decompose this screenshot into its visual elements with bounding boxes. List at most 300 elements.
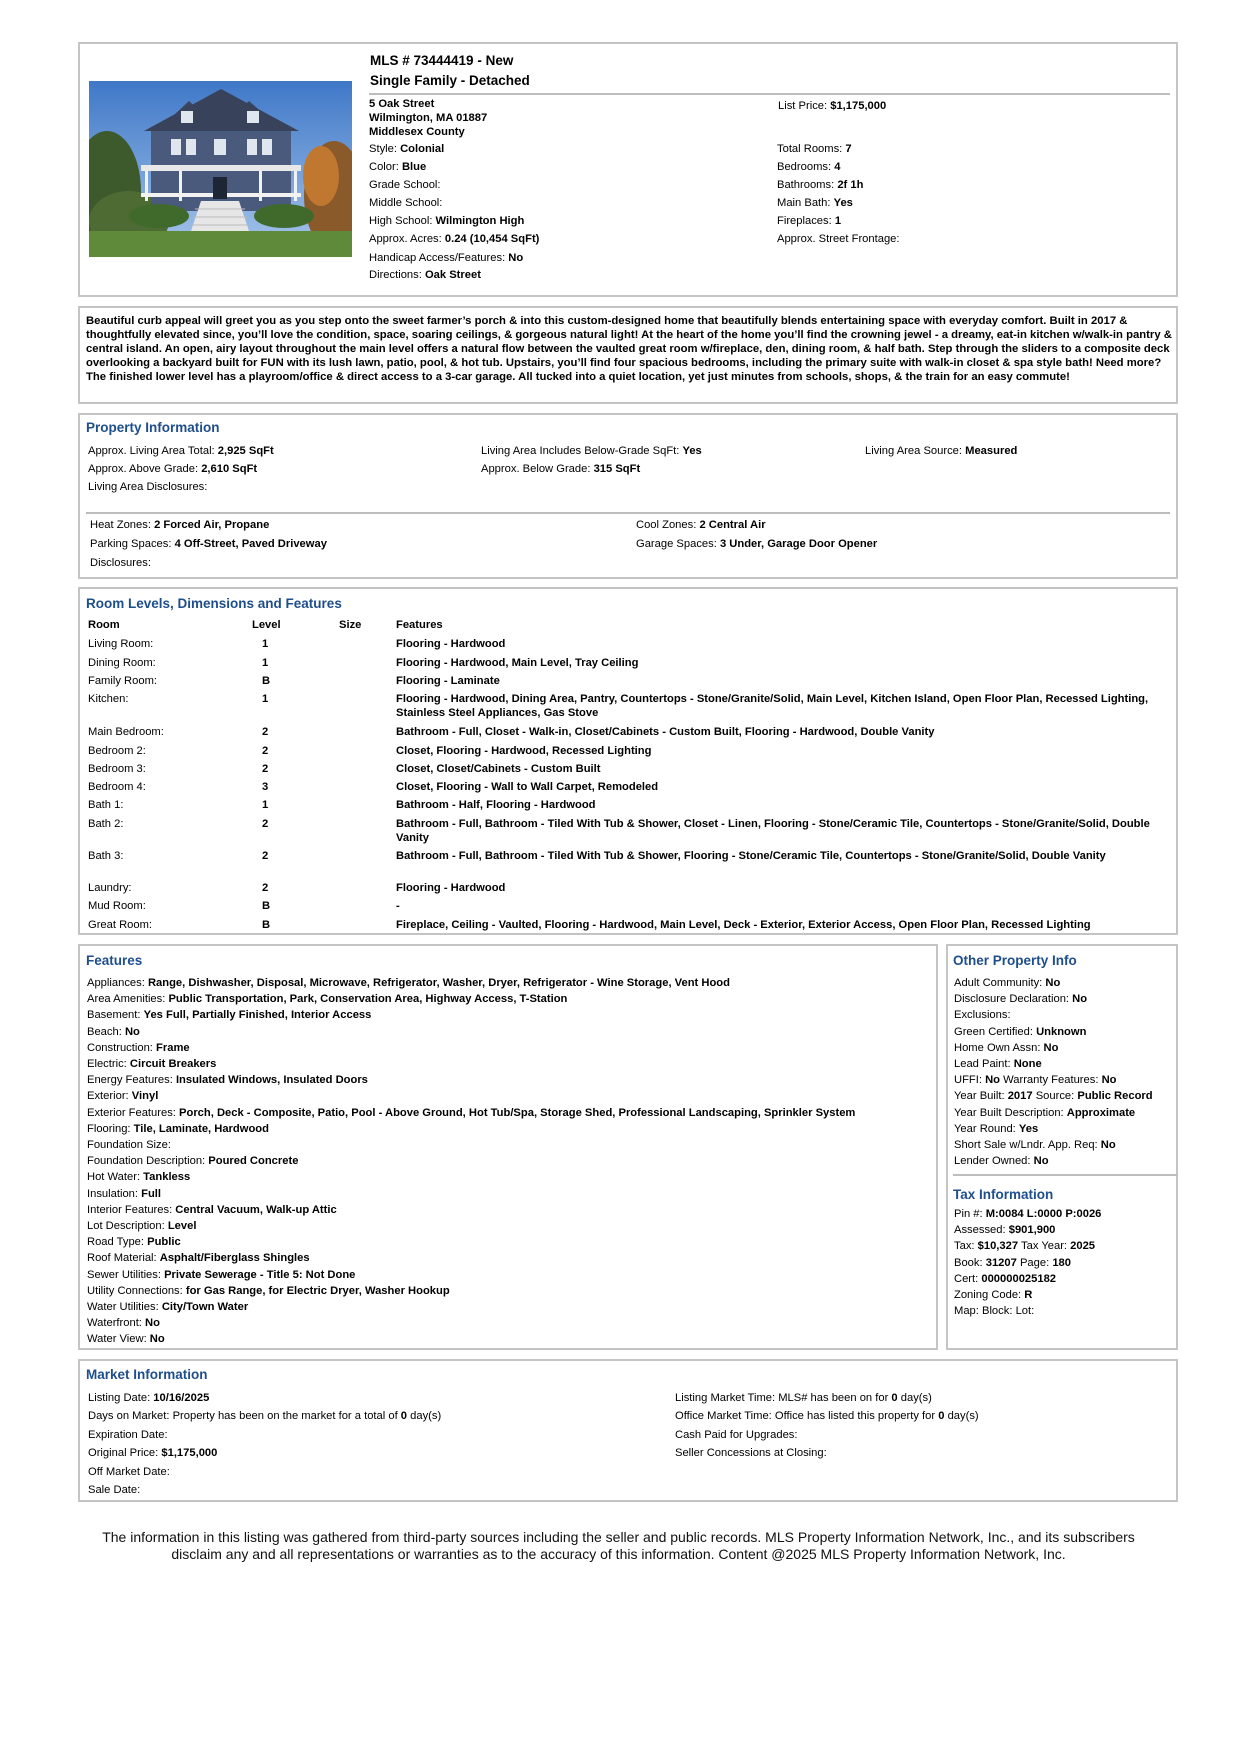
field-label: Foundation Size: bbox=[87, 1139, 171, 1151]
field-value: Measured bbox=[965, 445, 1018, 457]
feature-field bbox=[87, 1235, 181, 1249]
feature-field bbox=[87, 992, 567, 1006]
field-label: Year Built: bbox=[954, 1090, 1005, 1103]
field-label: Tax: bbox=[954, 1240, 975, 1253]
field-value: Colonial bbox=[400, 143, 445, 155]
field-label: Hot Water: bbox=[87, 1171, 141, 1184]
field-label: Exterior: bbox=[87, 1090, 129, 1103]
field-label: Water View: bbox=[87, 1333, 147, 1346]
property-field bbox=[90, 518, 269, 532]
market-field bbox=[675, 1428, 798, 1442]
field-label: Adult Community: bbox=[954, 977, 1043, 989]
property-field bbox=[636, 537, 877, 551]
header-field bbox=[777, 196, 853, 210]
field-label: Waterfront: bbox=[87, 1317, 142, 1330]
field-label: Home Own Assn: bbox=[954, 1041, 1041, 1054]
field-value: Insulated Windows, Insulated Doors bbox=[175, 1074, 368, 1087]
feature-field bbox=[87, 1170, 190, 1184]
field-label: Utility Connections: bbox=[87, 1284, 183, 1297]
property-field bbox=[88, 480, 207, 494]
features-title: Features bbox=[86, 953, 143, 968]
field-label: Exterior Features: bbox=[87, 1106, 176, 1119]
other-info-field bbox=[954, 1154, 1049, 1168]
room-features: Closet, Flooring - Wall to Wall Carpet, Remodeled bbox=[396, 781, 659, 793]
field-value: No bbox=[145, 1317, 160, 1330]
field-label: Disclosures: bbox=[90, 557, 151, 569]
room-features: Closet, Flooring - Hardwood, Recessed Lighting bbox=[396, 745, 652, 757]
other-info-field bbox=[954, 976, 1060, 990]
field-value: R bbox=[1024, 1289, 1033, 1301]
field-value: $901,900 bbox=[1008, 1224, 1056, 1237]
room-name: Great Room: bbox=[88, 919, 153, 931]
field-value: 7 bbox=[845, 143, 852, 155]
tax-divider bbox=[953, 1174, 1178, 1176]
field-label: Foundation Description: bbox=[87, 1155, 206, 1168]
room-level: B bbox=[262, 675, 271, 687]
room-name: Bath 1: bbox=[88, 799, 124, 811]
room-level: 2 bbox=[262, 882, 269, 894]
mls-number: MLS # 73444419 - New bbox=[370, 53, 514, 68]
address-county: Middlesex County bbox=[369, 126, 465, 138]
property-info-title: Property Information bbox=[86, 420, 220, 435]
feature-field bbox=[87, 1332, 165, 1346]
field-label: Beach: bbox=[87, 1025, 122, 1038]
field-value: $10,327 bbox=[977, 1240, 1019, 1253]
field-value: None bbox=[1013, 1058, 1042, 1070]
tax-info-title: Tax Information bbox=[953, 1187, 1054, 1202]
tax-field bbox=[954, 1239, 1095, 1253]
room-features: Bathroom - Full, Bathroom - Tiled With Tub & Shower, Closet - Linen, Flooring - Stone/Ceramic Tile, Countertops - Stone/Granite/Solid, Double Vanity bbox=[396, 818, 1150, 844]
list-price-value: $1,175,000 bbox=[830, 100, 887, 112]
room-level: 1 bbox=[262, 638, 269, 650]
header-field bbox=[369, 232, 539, 246]
room-features: Bathroom - Full, Bathroom - Tiled With Tub & Shower, Flooring - Stone/Ceramic Tile, Countertops - Stone/Granite/Solid, Double Vanity bbox=[396, 850, 1106, 862]
field-value: No bbox=[149, 1333, 165, 1346]
room-level: 2 bbox=[262, 745, 269, 757]
level-header: Level bbox=[252, 619, 281, 631]
field-value: No bbox=[1045, 977, 1061, 989]
property-field bbox=[88, 444, 274, 458]
room-level: 1 bbox=[262, 693, 269, 705]
room-level: 2 bbox=[262, 763, 269, 775]
field-label: Seller Concessions at Closing: bbox=[675, 1447, 827, 1460]
field-label: Zoning Code: bbox=[954, 1289, 1022, 1301]
feature-field bbox=[87, 976, 730, 990]
other-info-field bbox=[954, 1008, 1011, 1022]
field-label: Warranty Features: bbox=[1003, 1074, 1099, 1087]
room-name: Bath 3: bbox=[88, 850, 124, 862]
field-label: Green Certified: bbox=[954, 1025, 1033, 1038]
field-label: Garage Spaces: bbox=[636, 538, 717, 550]
market-info-box bbox=[78, 1359, 1178, 1502]
property-info-divider bbox=[86, 512, 1170, 514]
room-level: 1 bbox=[262, 799, 269, 811]
feature-field bbox=[87, 1187, 161, 1201]
market-field bbox=[88, 1428, 168, 1442]
field-label: Style: bbox=[369, 143, 397, 155]
field-label: Lot Description: bbox=[87, 1220, 165, 1232]
tax-field bbox=[954, 1288, 1032, 1302]
room-features: Flooring - Hardwood, Main Level, Tray Ceiling bbox=[396, 657, 639, 669]
feature-field bbox=[87, 1154, 298, 1168]
field-label: Appliances: bbox=[87, 977, 145, 989]
field-value: No bbox=[1100, 1139, 1116, 1151]
field-value: 0 bbox=[938, 1410, 945, 1423]
field-value: 2017 bbox=[1007, 1090, 1033, 1103]
field-label: Block: bbox=[981, 1305, 1013, 1318]
field-value: Range, Dishwasher, Disposal, Microwave, Refrigerator, Washer, Dryer, Refrigerator - Wine Storage, Vent Hood bbox=[147, 977, 730, 989]
field-prefix: Office has listed this property for bbox=[774, 1410, 936, 1423]
feature-field bbox=[87, 1300, 248, 1314]
field-value: No bbox=[985, 1074, 1000, 1087]
field-value: Blue bbox=[401, 161, 427, 173]
property-field bbox=[865, 444, 1017, 458]
property-field bbox=[636, 518, 766, 532]
feature-field bbox=[87, 1057, 216, 1071]
market-field bbox=[88, 1409, 441, 1423]
room-features: Closet, Closet/Cabinets - Custom Built bbox=[396, 763, 601, 775]
field-value: Full bbox=[141, 1187, 161, 1200]
market-field bbox=[675, 1409, 979, 1423]
property-field bbox=[90, 556, 151, 570]
address-city: Wilmington, MA 01887 bbox=[369, 112, 488, 124]
field-value: No bbox=[1033, 1155, 1049, 1168]
field-value: Frame bbox=[156, 1041, 190, 1054]
market-field bbox=[675, 1446, 827, 1460]
field-value: Approximate bbox=[1066, 1106, 1136, 1119]
field-label: Interior Features: bbox=[87, 1203, 173, 1216]
field-label: Cash Paid for Upgrades: bbox=[675, 1428, 798, 1441]
field-prefix: Property has been on the market for a total of bbox=[172, 1410, 398, 1423]
feature-field bbox=[87, 1106, 855, 1120]
field-label: Fireplaces: bbox=[777, 215, 832, 227]
field-value: 0 bbox=[400, 1410, 408, 1423]
field-label: Area Amenities: bbox=[87, 993, 166, 1006]
rooms-title: Room Levels, Dimensions and Features bbox=[86, 596, 342, 611]
field-label: Approx. Below Grade: bbox=[481, 463, 591, 475]
property-field bbox=[481, 462, 640, 476]
room-features: Fireplace, Ceiling - Vaulted, Flooring - Hardwood, Main Level, Deck - Exterior, Exterior Access, Open Floor Plan, Recessed Lighting bbox=[396, 919, 1091, 931]
field-value: for Gas Range, for Electric Dryer, Washer Hookup bbox=[185, 1284, 450, 1297]
field-value: Central Vacuum, Walk-up Attic bbox=[175, 1203, 337, 1216]
room-features: - bbox=[396, 900, 400, 912]
room-level: 2 bbox=[262, 850, 269, 862]
field-value: $1,175,000 bbox=[161, 1447, 218, 1460]
list-price-label: List Price: bbox=[778, 100, 828, 112]
field-label: UFFI: bbox=[954, 1074, 982, 1087]
room-name: Bedroom 4: bbox=[88, 781, 146, 793]
property-info-box bbox=[78, 413, 1178, 579]
other-info-field bbox=[954, 1089, 1153, 1103]
field-value: 0 bbox=[891, 1392, 898, 1404]
tax-field bbox=[954, 1223, 1055, 1237]
feature-field bbox=[87, 1251, 310, 1265]
field-label: Main Bath: bbox=[777, 197, 831, 209]
field-label: Approx. Above Grade: bbox=[88, 463, 199, 475]
room-features: Flooring - Hardwood bbox=[396, 638, 506, 650]
field-label: Parking Spaces: bbox=[90, 538, 172, 550]
feature-field bbox=[87, 1122, 269, 1136]
market-field bbox=[675, 1391, 932, 1405]
room-name: Bedroom 2: bbox=[88, 745, 146, 757]
field-label: Map: bbox=[954, 1305, 979, 1318]
room-header: Room bbox=[88, 619, 120, 631]
field-label: Off Market Date: bbox=[88, 1465, 170, 1478]
room-name: Mud Room: bbox=[88, 900, 146, 912]
field-label: Sale Date: bbox=[88, 1484, 141, 1496]
header-field bbox=[777, 214, 841, 228]
field-label: Directions: bbox=[369, 269, 422, 281]
house-photo bbox=[89, 81, 352, 257]
field-value: Tankless bbox=[143, 1171, 191, 1184]
field-value: 2,610 SqFt bbox=[201, 463, 258, 475]
field-value: 2 Central Air bbox=[699, 519, 766, 531]
header-field bbox=[369, 178, 441, 192]
room-name: Bedroom 3: bbox=[88, 763, 146, 775]
field-label: Middle School: bbox=[369, 197, 443, 209]
tax-field bbox=[954, 1207, 1101, 1221]
market-field bbox=[88, 1446, 217, 1460]
field-suffix: day(s) bbox=[947, 1410, 979, 1423]
room-name: Main Bedroom: bbox=[88, 726, 164, 738]
property-field bbox=[88, 462, 257, 476]
field-label: Bathrooms: bbox=[777, 179, 835, 191]
field-value: Public Record bbox=[1077, 1090, 1153, 1103]
field-label: Source: bbox=[1035, 1090, 1075, 1103]
field-value: Private Sewerage - Title 5: Not Done bbox=[164, 1268, 356, 1281]
field-label: High School: bbox=[369, 215, 433, 227]
field-label: Basement: bbox=[87, 1009, 141, 1022]
field-value: Public bbox=[147, 1236, 181, 1249]
disclaimer-line-1: The information in this listing was gathered from third-party sources including the seller and public records. MLS Property Information Network, Inc., and its subscribers bbox=[102, 1529, 1135, 1545]
list-price bbox=[778, 99, 886, 113]
feature-field bbox=[87, 1089, 158, 1103]
feature-field bbox=[87, 1316, 160, 1330]
features-header: Features bbox=[396, 619, 443, 631]
room-name: Family Room: bbox=[88, 675, 157, 687]
field-label: Lender Owned: bbox=[954, 1155, 1031, 1168]
field-label: Approx. Acres: bbox=[369, 233, 442, 245]
field-value: Yes bbox=[682, 445, 702, 457]
feature-field bbox=[87, 1025, 140, 1039]
field-value: 0.24 (10,454 SqFt) bbox=[444, 233, 540, 245]
market-field bbox=[88, 1483, 140, 1497]
field-suffix: day(s) bbox=[410, 1410, 442, 1423]
field-value: No bbox=[1043, 1041, 1059, 1054]
field-value: 4 bbox=[834, 161, 841, 173]
property-type: Single Family - Detached bbox=[370, 73, 530, 88]
field-value: 1 bbox=[834, 215, 842, 227]
field-label: Listing Date: bbox=[88, 1392, 151, 1404]
feature-field bbox=[87, 1073, 368, 1087]
field-value: Porch, Deck - Composite, Patio, Pool - Above Ground, Hot Tub/Spa, Storage Shed, Professional Landscaping, Sprinkler System bbox=[179, 1106, 856, 1119]
field-label: Living Area Source: bbox=[865, 445, 963, 457]
field-value: Yes bbox=[833, 197, 853, 209]
field-label: Total Rooms: bbox=[777, 143, 843, 155]
field-value: Wilmington High bbox=[435, 215, 525, 227]
other-info-field bbox=[954, 1073, 1116, 1087]
field-label: Original Price: bbox=[88, 1447, 159, 1460]
field-value: Public Transportation, Park, Conservation Area, Highway Access, T-Station bbox=[168, 993, 568, 1006]
header-field bbox=[369, 214, 524, 228]
header-field bbox=[369, 196, 442, 210]
field-label: Road Type: bbox=[87, 1236, 145, 1249]
field-value: No bbox=[1072, 993, 1088, 1006]
field-label: Bedrooms: bbox=[777, 161, 832, 173]
field-value: 180 bbox=[1052, 1256, 1071, 1269]
feature-field bbox=[87, 1041, 190, 1055]
field-value: Asphalt/Fiberglass Shingles bbox=[159, 1252, 310, 1265]
field-value: 2 Forced Air, Propane bbox=[154, 519, 270, 531]
field-value: No bbox=[124, 1025, 140, 1038]
header-field bbox=[777, 232, 900, 246]
room-level: B bbox=[262, 900, 271, 912]
room-level: 2 bbox=[262, 726, 269, 738]
field-value: 2f 1h bbox=[837, 179, 864, 191]
other-info-field bbox=[954, 1106, 1135, 1120]
field-label: Heat Zones: bbox=[90, 519, 151, 531]
field-label: Approx. Street Frontage: bbox=[777, 233, 900, 245]
field-value: 4 Off-Street, Paved Driveway bbox=[174, 538, 327, 550]
field-label: Handicap Access/Features: bbox=[369, 252, 506, 264]
address-street: 5 Oak Street bbox=[369, 98, 435, 110]
field-value: 31207 bbox=[985, 1256, 1017, 1269]
public-remarks: Beautiful curb appeal will greet you as you step onto the sweet farmer’s porch & into this custom-designed home that beautifully blends entertaining space with everyday comfort. Built in 2017 & thoughtfully elevated since, you’ll love the condition, space, soaring ceilings, & gorgeous natural light! At the heart of the home you’ll find the crowning jewel - a dreamy, eat-in kitchen w/walk-in pantry & central island. An open, airy layout throughout the main level offers a natural flow between the vaulted great room w/fireplace, den, dining room, & half bath. Step through the sliders to a composite deck overlooking a backyard built for FUN with its lush lawn, patio, pool, & hot tub. Upstairs, you’ll find four spacious bedrooms, including the primary suite with walk-in closet & spa style bath! Need more? The finished lower level has a playroom/office & direct access to a 3-car garage. All tucked into a quiet location, yet just minutes from schools, shops, & the train for an easy commute! bbox=[86, 315, 1172, 383]
tax-field bbox=[954, 1256, 1071, 1270]
field-label: Lead Paint: bbox=[954, 1058, 1011, 1070]
field-value: Unknown bbox=[1036, 1025, 1087, 1038]
feature-field bbox=[87, 1008, 371, 1022]
header-field bbox=[369, 268, 481, 282]
field-value: Yes bbox=[1018, 1122, 1039, 1135]
field-prefix: MLS# has been on for bbox=[778, 1392, 889, 1404]
field-label: Short Sale w/Lndr. App. Req: bbox=[954, 1139, 1098, 1151]
field-label: Approx. Living Area Total: bbox=[88, 445, 215, 457]
field-value: Poured Concrete bbox=[208, 1155, 299, 1168]
other-info-field bbox=[954, 1122, 1038, 1136]
field-value: Circuit Breakers bbox=[129, 1058, 217, 1070]
other-info-field bbox=[954, 1041, 1058, 1055]
room-level: 1 bbox=[262, 657, 269, 669]
disclaimer-line-2: disclaim any and all representations or warranties as to the accuracy of this information. Content @2025 MLS Property Information Network, Inc. bbox=[171, 1546, 1066, 1562]
market-field bbox=[88, 1465, 170, 1479]
field-label: Energy Features: bbox=[87, 1074, 173, 1087]
field-label: Sewer Utilities: bbox=[87, 1268, 161, 1281]
field-value: Oak Street bbox=[424, 269, 481, 281]
field-value: Yes Full, Partially Finished, Interior Access bbox=[143, 1009, 372, 1022]
room-name: Laundry: bbox=[88, 882, 132, 894]
room-features: Bathroom - Half, Flooring - Hardwood bbox=[396, 799, 596, 811]
field-value: 3 Under, Garage Door Opener bbox=[719, 538, 878, 550]
field-label: Exclusions: bbox=[954, 1009, 1011, 1022]
field-value: No bbox=[1101, 1074, 1117, 1087]
field-label: Year Round: bbox=[954, 1122, 1016, 1135]
field-value: 2025 bbox=[1070, 1240, 1096, 1253]
other-info-field bbox=[954, 1025, 1086, 1039]
market-info-title: Market Information bbox=[86, 1367, 208, 1382]
field-value: M:0084 L:0000 P:0026 bbox=[985, 1208, 1102, 1220]
feature-field bbox=[87, 1203, 337, 1217]
room-name: Kitchen: bbox=[88, 693, 129, 705]
field-label: Lot: bbox=[1015, 1305, 1035, 1318]
field-label: Disclosure Declaration: bbox=[954, 993, 1070, 1006]
tax-field bbox=[954, 1304, 1034, 1318]
field-value: 000000025182 bbox=[981, 1272, 1057, 1285]
field-label: Assessed: bbox=[954, 1224, 1006, 1237]
size-header: Size bbox=[339, 619, 362, 631]
field-value: No bbox=[508, 252, 524, 264]
market-field bbox=[88, 1391, 209, 1405]
field-label: Living Area Disclosures: bbox=[88, 481, 208, 493]
room-level: 3 bbox=[262, 781, 269, 793]
field-label: Book: bbox=[954, 1256, 983, 1269]
header-field bbox=[777, 178, 863, 192]
header-divider bbox=[369, 93, 1170, 95]
field-label: Construction: bbox=[87, 1041, 153, 1054]
header-field bbox=[369, 160, 426, 174]
feature-field bbox=[87, 1268, 355, 1282]
field-label: Flooring: bbox=[87, 1122, 131, 1135]
feature-field bbox=[87, 1219, 196, 1233]
header-field bbox=[777, 160, 840, 174]
field-label: Insulation: bbox=[87, 1187, 138, 1200]
other-info-title: Other Property Info bbox=[953, 953, 1077, 968]
field-value: City/Town Water bbox=[161, 1301, 249, 1313]
room-features: Flooring - Laminate bbox=[396, 675, 500, 687]
field-label: Office Market Time: bbox=[675, 1410, 772, 1423]
room-name: Living Room: bbox=[88, 638, 154, 650]
feature-field bbox=[87, 1138, 171, 1152]
field-label: Listing Market Time: bbox=[675, 1392, 776, 1404]
field-value: Tile, Laminate, Hardwood bbox=[133, 1122, 269, 1135]
tax-field bbox=[954, 1272, 1056, 1286]
room-name: Dining Room: bbox=[88, 657, 156, 669]
header-field bbox=[369, 142, 444, 156]
field-label: Cool Zones: bbox=[636, 519, 697, 531]
header-field bbox=[369, 251, 523, 265]
room-features: Flooring - Hardwood bbox=[396, 882, 506, 894]
field-value: Vinyl bbox=[131, 1090, 159, 1103]
field-label: Roof Material: bbox=[87, 1252, 157, 1265]
feature-field bbox=[87, 1284, 450, 1298]
room-name: Bath 2: bbox=[88, 818, 124, 830]
field-label: Electric: bbox=[87, 1058, 127, 1070]
other-info-field bbox=[954, 1138, 1116, 1152]
field-label: Grade School: bbox=[369, 179, 441, 191]
room-features: Flooring - Hardwood, Dining Area, Pantry, Countertops - Stone/Granite/Solid, Main Level, Kitchen Island, Open Floor Plan, Recessed Lighting, Stainless Steel Appliances, Gas Stove bbox=[396, 693, 1149, 719]
field-value: 10/16/2025 bbox=[153, 1392, 210, 1404]
field-label: Page: bbox=[1019, 1256, 1050, 1269]
field-label: Color: bbox=[369, 161, 399, 173]
room-features: Bathroom - Full, Closet - Walk-in, Closet/Cabinets - Custom Built, Flooring - Hardwood, Double Vanity bbox=[396, 726, 935, 738]
field-value: 315 SqFt bbox=[593, 463, 641, 475]
property-field bbox=[90, 537, 327, 551]
field-label: Expiration Date: bbox=[88, 1428, 168, 1441]
field-label: Tax Year: bbox=[1021, 1240, 1068, 1253]
field-value: Level bbox=[167, 1220, 197, 1232]
field-label: Cert: bbox=[954, 1272, 979, 1285]
field-label: Living Area Includes Below-Grade SqFt: bbox=[481, 445, 680, 457]
room-level: B bbox=[262, 919, 271, 931]
field-label: Pin #: bbox=[954, 1208, 983, 1220]
field-label: Days on Market: bbox=[88, 1410, 170, 1423]
field-suffix: day(s) bbox=[900, 1392, 932, 1404]
field-label: Year Built Description: bbox=[954, 1106, 1064, 1119]
header-field bbox=[777, 142, 852, 156]
field-label: Water Utilities: bbox=[87, 1301, 159, 1313]
other-info-field bbox=[954, 992, 1087, 1006]
other-info-field bbox=[954, 1057, 1042, 1071]
